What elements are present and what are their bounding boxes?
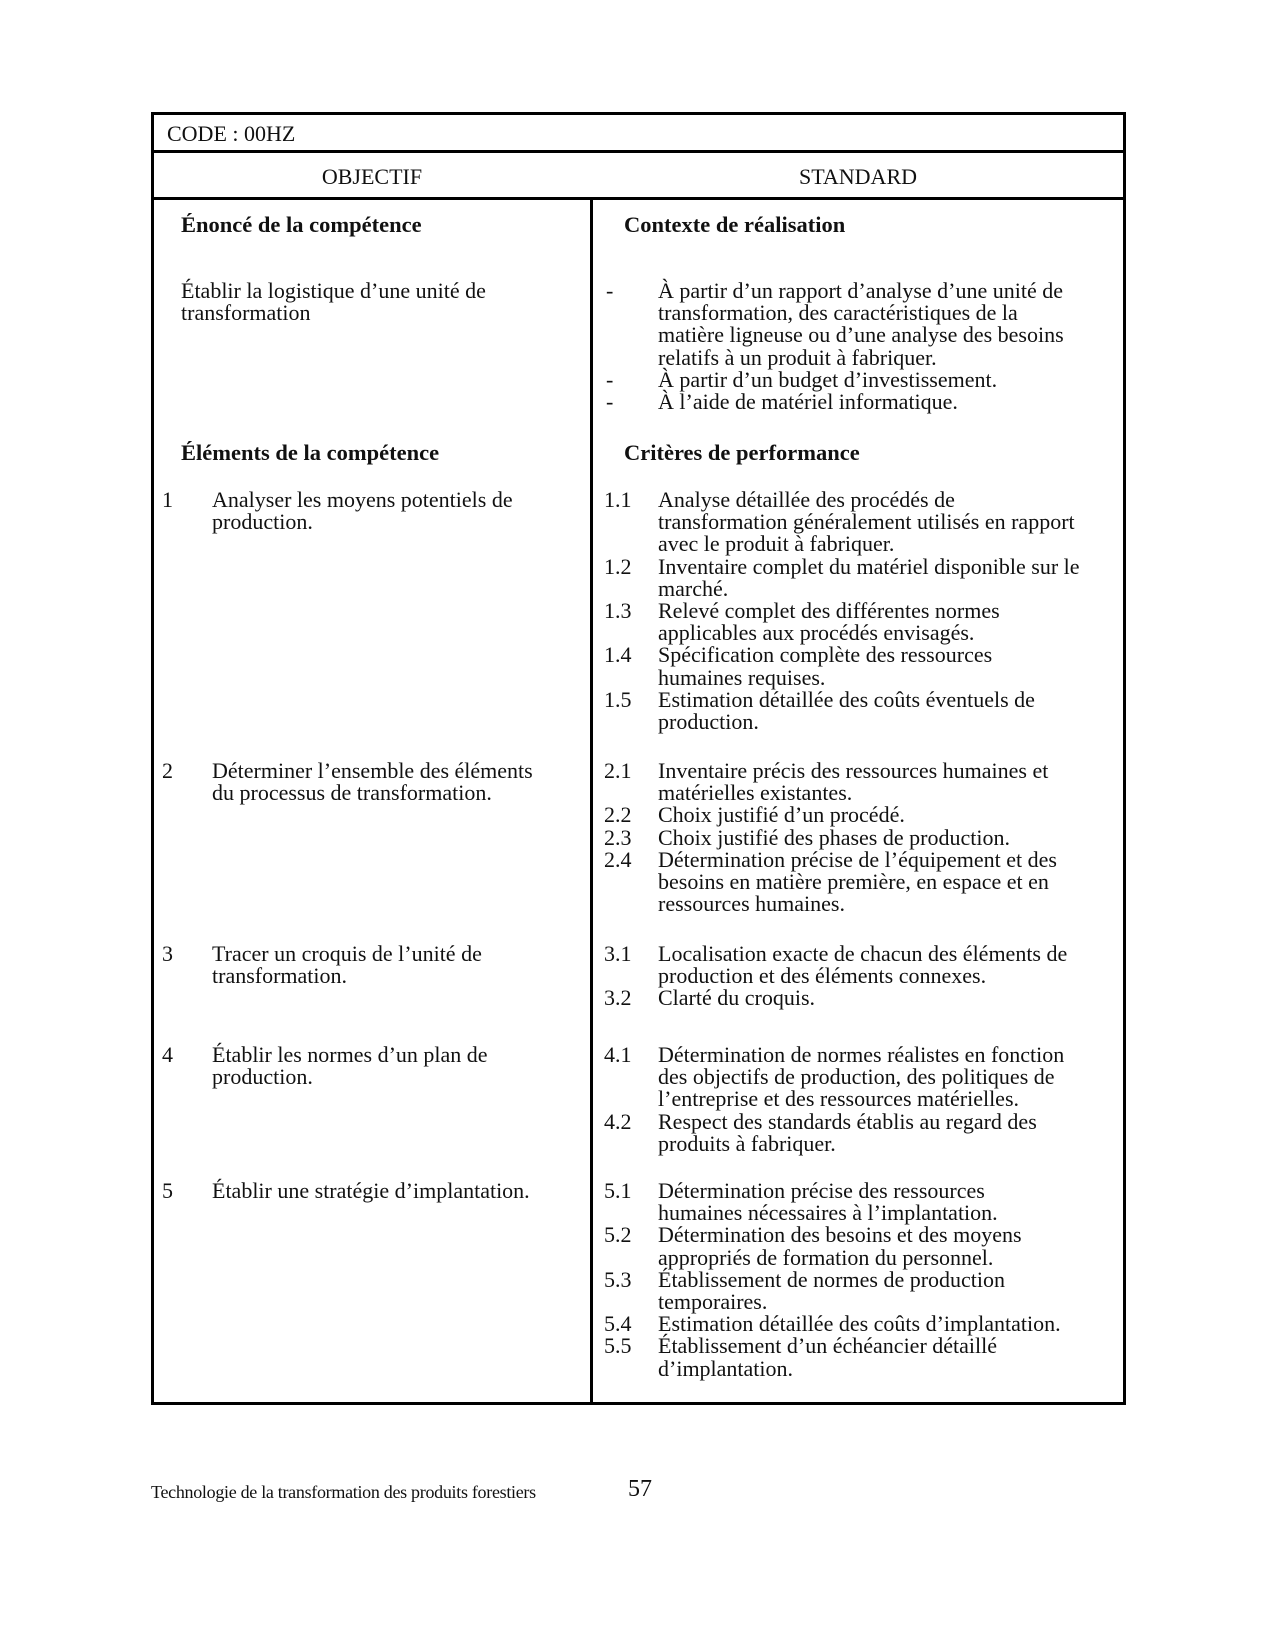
enonce-text: transformation [181, 300, 311, 326]
critere-number: 2.3 [604, 824, 632, 850]
criteres-heading: Critères de performance [624, 440, 860, 465]
element-number: 5 [162, 1178, 173, 1203]
critere-text: Spécification complète des ressources [658, 642, 993, 668]
critere-text: Inventaire précis des ressources humaines et [658, 758, 1049, 783]
critere-text: Analyse détaillée des procédés de [658, 487, 955, 512]
critere-text: humaines nécessaires à l’implantation. [658, 1200, 998, 1226]
critere-number: 1.4 [604, 642, 632, 668]
critere-number: 1.1 [604, 487, 632, 512]
element-text: Analyser les moyens potentiels de [212, 487, 513, 512]
critere-text: temporaires. [658, 1289, 768, 1314]
element-number: 3 [162, 941, 173, 966]
critere-number: 2.4 [604, 846, 632, 872]
critere-text: Détermination de normes réalistes en fonction [658, 1042, 1065, 1067]
critere-number: 1.5 [604, 686, 632, 712]
critere-number: 5.5 [604, 1333, 632, 1359]
critere-number: 3.1 [604, 941, 632, 966]
critere-number: 2.1 [604, 758, 632, 783]
competency-table [151, 112, 1126, 1405]
critere-number: 3.2 [604, 985, 632, 1011]
element-number: 1 [162, 487, 173, 512]
critere-text: humaines requises. [658, 664, 826, 690]
critere-text: Établissement d’un échéancier détaillé [658, 1333, 998, 1359]
critere-text: Détermination précise de l’équipement et des [658, 846, 1057, 872]
element-text: Établir une stratégie d’implantation. [212, 1178, 530, 1203]
critere-text: produits à fabriquer. [658, 1130, 836, 1156]
critere-number: 4.1 [604, 1042, 632, 1067]
critere-text: appropriés de formation du personnel. [658, 1244, 994, 1270]
critere-text: ressources humaines. [658, 891, 845, 917]
critere-number: 4.2 [604, 1108, 632, 1134]
enonce-heading: Énoncé de la compétence [181, 212, 422, 237]
critere-text: Détermination des besoins et des moyens [658, 1222, 1022, 1248]
column-divider [590, 200, 593, 1402]
page-number: 57 [628, 1476, 652, 1502]
critere-number: 5.2 [604, 1222, 632, 1248]
element-text: Déterminer l’ensemble des éléments [212, 758, 533, 783]
critere-text: d’implantation. [658, 1355, 794, 1381]
critere-text: Estimation détaillée des coûts d’implantation. [658, 1311, 1061, 1337]
critere-number: 1.2 [604, 553, 632, 579]
column-header-objectif: OBJECTIF [321, 164, 423, 189]
critere-text: l’entreprise et des ressources matérielles. [658, 1086, 1020, 1112]
critere-text: Détermination précise des ressources [658, 1178, 985, 1203]
element-number: 2 [162, 758, 173, 783]
element-text: Établir les normes d’un plan de [212, 1042, 488, 1067]
element-text: transformation. [212, 963, 348, 989]
contexte-text: À l’aide de matériel informatique. [658, 389, 958, 414]
bullet-dash: - [606, 366, 614, 392]
critere-text: Choix justifié des phases de production. [658, 824, 1010, 850]
element-text: production. [212, 1064, 313, 1090]
bullet-dash: - [606, 389, 614, 414]
contexte-text: matière ligneuse ou d’une analyse des besoins [658, 322, 1064, 348]
critere-text: Estimation détaillée des coûts éventuels de [658, 686, 1035, 712]
contexte-text: transformation, des caractéristiques de la [658, 300, 1018, 326]
column-header-standard: STANDARD [798, 164, 918, 189]
critere-text: besoins en matière première, en espace et en [658, 869, 1049, 894]
critere-text: Respect des standards établis au regard des [658, 1108, 1037, 1134]
critere-number: 5.3 [604, 1266, 632, 1292]
critere-text: Clarté du croquis. [658, 985, 816, 1011]
critere-text: Inventaire complet du matériel disponible sur le [658, 553, 1080, 579]
critere-text: Localisation exacte de chacun des éléments de [658, 941, 1068, 966]
contexte-heading: Contexte de réalisation [624, 212, 846, 237]
critere-text: Choix justifié d’un procédé. [658, 802, 905, 828]
critere-number: 5.1 [604, 1178, 632, 1203]
contexte-text: relatifs à un produit à fabriquer. [658, 344, 937, 370]
critere-text: applicables aux procédés envisagés. [658, 620, 975, 646]
critere-number: 2.2 [604, 802, 632, 828]
divider [154, 197, 1123, 200]
footer-title: Technologie de la transformation des produits forestiers [151, 1482, 536, 1502]
element-text: production. [212, 509, 313, 535]
contexte-text: À partir d’un budget d’investissement. [658, 366, 998, 392]
critere-text: matérielles existantes. [658, 780, 853, 806]
critere-text: production. [658, 709, 759, 734]
element-text: Tracer un croquis de l’unité de [212, 941, 482, 966]
element-text: du processus de transformation. [212, 780, 492, 806]
elements-heading: Éléments de la compétence [181, 440, 440, 465]
bullet-dash: - [606, 278, 614, 303]
enonce-text: Établir la logistique d’une unité de [181, 278, 486, 303]
contexte-text: À partir d’un rapport d’analyse d’une unité de [658, 278, 1064, 303]
critere-text: marché. [658, 575, 729, 601]
critere-text: production et des éléments connexes. [658, 963, 987, 989]
critere-text: avec le produit à fabriquer. [658, 531, 895, 557]
critere-text: Relevé complet des différentes normes [658, 598, 1000, 623]
critere-text: transformation généralement utilisés en rapport [658, 509, 1075, 535]
critere-text: des objectifs de production, des politiques de [658, 1064, 1055, 1090]
critere-number: 1.3 [604, 598, 632, 623]
critere-text: Établissement de normes de production [658, 1266, 1006, 1292]
code-label: CODE : 00HZ [167, 121, 296, 146]
element-number: 4 [162, 1042, 173, 1067]
critere-number: 5.4 [604, 1311, 632, 1337]
